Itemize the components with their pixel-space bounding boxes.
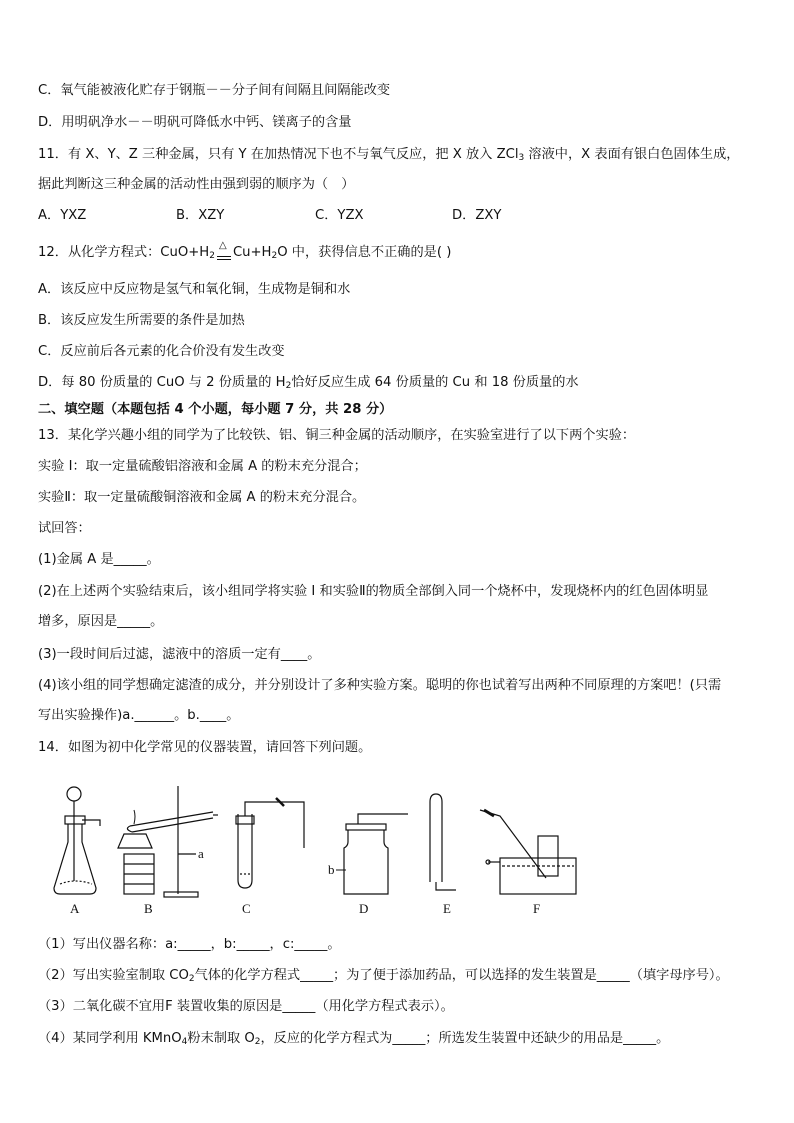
q14-part1: （1）写出仪器名称：a:_____，b:_____，c:_____。 xyxy=(38,937,341,952)
q13-part3: (3)一段时间后过滤，滤液中的溶质一定有____。 xyxy=(38,647,321,662)
apparatus-c-tube xyxy=(236,798,304,888)
apparatus-b-heating xyxy=(118,786,218,897)
q11-stem-line1: 11．有 X、Y、Z 三种金属，只有 Y 在加热情况下也不与氧气反应，把 X 放入 ZCl$_3$ 溶液中，X 表面有银白色固体生成， xyxy=(38,147,740,163)
apparatus-e-tube xyxy=(430,794,456,890)
q13-exp2: 实验Ⅱ：取一定量硫酸铜溶液和金属 A 的粉末充分混合。 xyxy=(38,490,366,505)
q11-option-b: B．XZY xyxy=(176,208,225,223)
reaction-condition-heat: △ xyxy=(218,240,227,251)
label-d: D xyxy=(359,901,369,916)
q13-exp1: 实验 I：取一定量硫酸铝溶液和金属 A 的粉末充分混合； xyxy=(38,459,367,474)
q11-option-d: D．ZXY xyxy=(452,208,502,223)
q13-part4-line2: 写出实验操作)a.______。b.____。 xyxy=(38,708,240,723)
apparatus-a-flask xyxy=(54,787,100,894)
q11-option-a: A．YXZ xyxy=(38,208,87,223)
q14-part2: （2）写出实验室制取 $CO_2$气体的化学方程式_____；为了便于添加药品，可以选择的发生装置是_____（填字母序号）。 xyxy=(38,968,729,984)
q12-option-b: B．该反应发生所需要的条件是加热 xyxy=(38,313,245,328)
q10-option-c: C．氧气能被液化贮存于钢瓶－－分子间有间隔且间隔能改变 xyxy=(38,83,391,98)
section-heading: 二、填空题（本题包括 4 个小题，每小题 7 分，共 28 分） xyxy=(38,402,393,417)
q14-part4: （4）某同学利用 KMnO$_4$粉末制取 $O_2$，反应的化学方程式为_____；所选发生装置中还缺少的用品是_____。 xyxy=(38,1031,670,1047)
q14-intro: 14．如图为初中化学常见的仪器装置，请回答下列问题。 xyxy=(38,740,372,755)
label-f: F xyxy=(533,901,541,916)
q13-part4-line1: (4)该小组的同学想确定滤渣的成分，并分别设计了多种实验方案。聪明的你也试着写出两种不同原理的方案吧！(只需 xyxy=(38,678,722,693)
label-c: C xyxy=(242,901,251,916)
q11-option-c: C．YZX xyxy=(315,208,364,223)
q12-option-a: A．该反应中反应物是氢气和氧化铜，生成物是铜和水 xyxy=(38,282,351,297)
apparatus-d-bottle xyxy=(336,814,408,894)
q13-ask: 试回答： xyxy=(38,521,91,536)
q10-option-d: D．用明矾净水－－明矾可降低水中钙、镁离子的含量 xyxy=(38,115,352,130)
label-e: E xyxy=(443,901,451,916)
q13-part2-line1: (2)在上述两个实验结束后，该小组同学将实验 I 和实验Ⅱ的物质全部倒入同一个烧杯中，发现烧杯内的红色固体明显 xyxy=(38,584,709,599)
q13-part2-line2: 增多，原因是_____。 xyxy=(38,614,164,629)
q11-stem-line2: 据此判断这三种金属的活动性由强到弱的顺序为（ ） xyxy=(38,177,355,192)
mark-b: b xyxy=(328,862,335,877)
q13-intro: 13．某化学兴趣小组的同学为了比较铁、铝、铜三种金属的活动顺序，在实验室进行了以下两个实验： xyxy=(38,428,636,443)
mark-a: a xyxy=(198,846,204,861)
apparatus-f-trough xyxy=(480,810,576,894)
label-b: B xyxy=(144,901,153,916)
q14-part3: （3）二氧化碳不宜用F 装置收集的原因是_____（用化学方程式表示）。 xyxy=(38,999,454,1014)
q12-option-c: C．反应前后各元素的化合价没有发生改变 xyxy=(38,344,285,359)
label-a: A xyxy=(70,901,80,916)
q13-part1: (1)金属 A 是_____。 xyxy=(38,552,160,567)
q12-option-d: D．每 80 份质量的 CuO 与 2 份质量的 $H_2$恰好反应生成 64 份质量的 Cu 和 18 份质量的水 xyxy=(38,375,579,391)
apparatus-figure xyxy=(48,776,608,918)
q12-stem: 12．从化学方程式：$CuO+H_2$ △ $Cu+H_2O$ 中，获得信息不正确的是( ) xyxy=(38,244,451,262)
